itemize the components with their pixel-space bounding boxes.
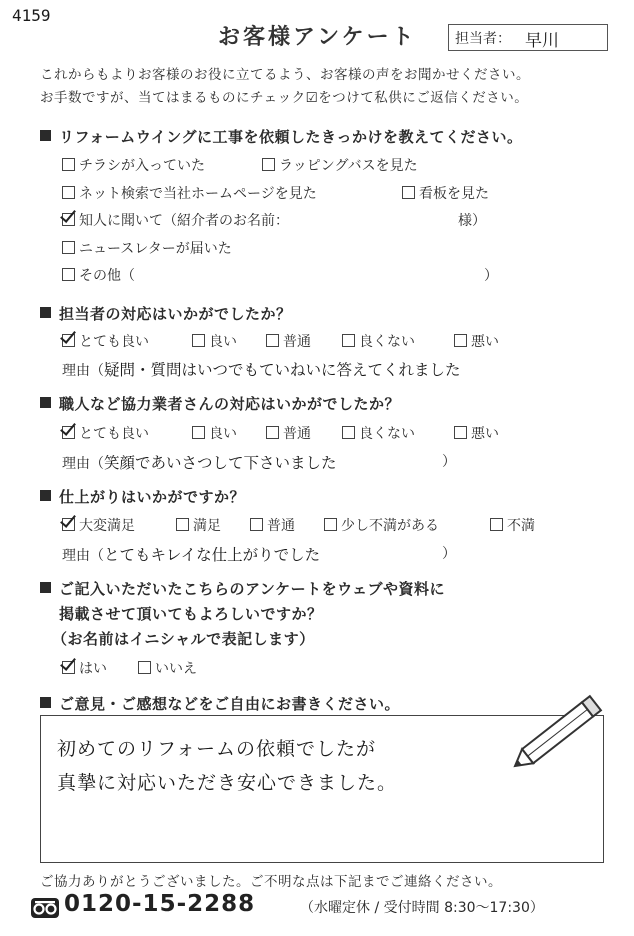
q3-option-not-good[interactable]: 良くない: [342, 423, 415, 443]
checkbox-icon: [262, 158, 275, 171]
checkbox-icon: [402, 186, 415, 199]
q2-reason-text: 疑問・質問はいつでもていねいに答えてくれました: [104, 361, 461, 379]
q1-option-web[interactable]: ネット検索で当社ホームページを見た: [62, 183, 317, 203]
checkbox-icon: [62, 158, 75, 171]
q4-heading: 仕上がりはいかがですか？: [40, 486, 245, 507]
q4-option-dissatisfied[interactable]: 不満: [490, 515, 535, 535]
q5-heading-line-2: 掲載させて頂いてもよろしいですか？: [59, 605, 323, 623]
q2-option-normal[interactable]: 普通: [266, 331, 311, 351]
checkbox-checked-icon: [62, 661, 75, 674]
checkbox-icon: [490, 518, 503, 531]
checkbox-icon: [62, 186, 75, 199]
q1-referral-suffix: 様）: [458, 213, 486, 229]
checkbox-checked-icon: [62, 426, 75, 439]
q1-option-bus[interactable]: ラッピングバスを見た: [262, 155, 418, 175]
checkbox-icon: [342, 426, 355, 439]
checkbox-checked-icon: [62, 213, 75, 226]
checkbox-icon: [266, 334, 279, 347]
q2-option-very-good[interactable]: とても良い: [62, 331, 149, 351]
q1-other-close: ）: [484, 268, 498, 284]
q2-option-not-good[interactable]: 良くない: [342, 331, 415, 351]
staff-name: 早川: [525, 31, 559, 51]
checkbox-checked-icon: [62, 518, 75, 531]
q4-option-slightly-dissatisfied[interactable]: 少し不満がある: [324, 515, 439, 535]
q1-heading: リフォームウイングに工事を依頼したきっかけを教えてください。: [40, 126, 523, 147]
intro-line-2: お手数ですが、当てはまるものにチェック☑をつけて私供にご返信ください。: [40, 90, 529, 106]
q4-reason-close: ）: [442, 546, 456, 562]
q5-option-yes[interactable]: はい: [62, 658, 107, 678]
q3-option-normal[interactable]: 普通: [266, 423, 311, 443]
phone-icon: [30, 897, 60, 919]
q2-reason: 理由（疑問・質問はいつでもていねいに答えてくれました: [62, 361, 461, 379]
q1-option-flyer[interactable]: チラシが入っていた: [62, 155, 205, 175]
q1-option-other[interactable]: その他（: [62, 265, 135, 285]
pencil-icon: [503, 690, 613, 780]
q1-option-sign[interactable]: 看板を見た: [402, 183, 489, 203]
q4-option-very-satisfied[interactable]: 大変満足: [62, 515, 135, 535]
q3-heading: 職人など協力業者さんの対応はいかがでしたか？: [40, 393, 400, 414]
document-number: 4159: [12, 6, 51, 25]
q1-option-newsletter[interactable]: ニュースレターが届いた: [62, 238, 232, 258]
q3-reason: 理由（笑顔であいさつして下さいました: [62, 454, 337, 472]
checkbox-icon: [324, 518, 337, 531]
business-hours: （水曜定休 / 受付時間 8:30〜17:30）: [300, 900, 544, 916]
phone-number[interactable]: 0120-15-2288: [64, 891, 256, 917]
checkbox-icon: [176, 518, 189, 531]
staff-field: [448, 24, 608, 51]
checkbox-icon: [250, 518, 263, 531]
comment-box[interactable]: [40, 715, 604, 863]
checkbox-icon: [62, 241, 75, 254]
q2-option-bad[interactable]: 悪い: [454, 331, 499, 351]
checkbox-icon: [342, 334, 355, 347]
checkbox-icon: [192, 426, 205, 439]
comment-line-1: 初めてのリフォームの依頼でしたが: [57, 738, 377, 760]
page-title: お客様アンケート: [218, 25, 417, 50]
q4-reason: 理由（とてもキレイな仕上がりでした: [62, 546, 321, 564]
comment-line-2: 真摯に対応いただき安心できました。: [57, 772, 398, 794]
checkbox-icon: [192, 334, 205, 347]
checkbox-icon: [138, 661, 151, 674]
intro-line-1: これからもよりお客様のお役に立てるよう、お客様の声をお聞かせください。: [40, 67, 530, 83]
q3-reason-text: 笑顔であいさつして下さいました: [104, 454, 337, 472]
checkbox-checked-icon: [62, 334, 75, 347]
footer-thanks: ご協力ありがとうございました。ご不明な点は下記までご連絡ください。: [40, 874, 502, 890]
checkbox-icon: [62, 268, 75, 281]
q4-reason-text: とてもキレイな仕上がりでした: [104, 546, 321, 564]
q2-heading: 担当者の対応はいかがでしたか？: [40, 303, 292, 324]
q4-option-satisfied[interactable]: 満足: [176, 515, 221, 535]
checkbox-icon: [266, 426, 279, 439]
q5-heading: ご記入いただいたこちらのアンケートをウェブや資料に: [40, 578, 445, 599]
checkbox-icon: [454, 426, 467, 439]
q5-option-no[interactable]: いいえ: [138, 658, 197, 678]
q2-option-good[interactable]: 良い: [192, 331, 237, 351]
q1-option-referral[interactable]: 知人に聞いて（紹介者のお名前：: [62, 210, 289, 230]
q3-option-good[interactable]: 良い: [192, 423, 237, 443]
checkbox-icon: [454, 334, 467, 347]
q3-reason-close: ）: [442, 454, 456, 470]
q3-option-bad[interactable]: 悪い: [454, 423, 499, 443]
q3-option-very-good[interactable]: とても良い: [62, 423, 149, 443]
staff-label: 担当者：: [455, 31, 511, 47]
q5-heading-line-3: （お名前はイニシャルで表記します）: [52, 630, 315, 648]
q6-heading: ご意見・ご感想などをご自由にお書きください。: [40, 693, 400, 714]
q4-option-normal[interactable]: 普通: [250, 515, 295, 535]
